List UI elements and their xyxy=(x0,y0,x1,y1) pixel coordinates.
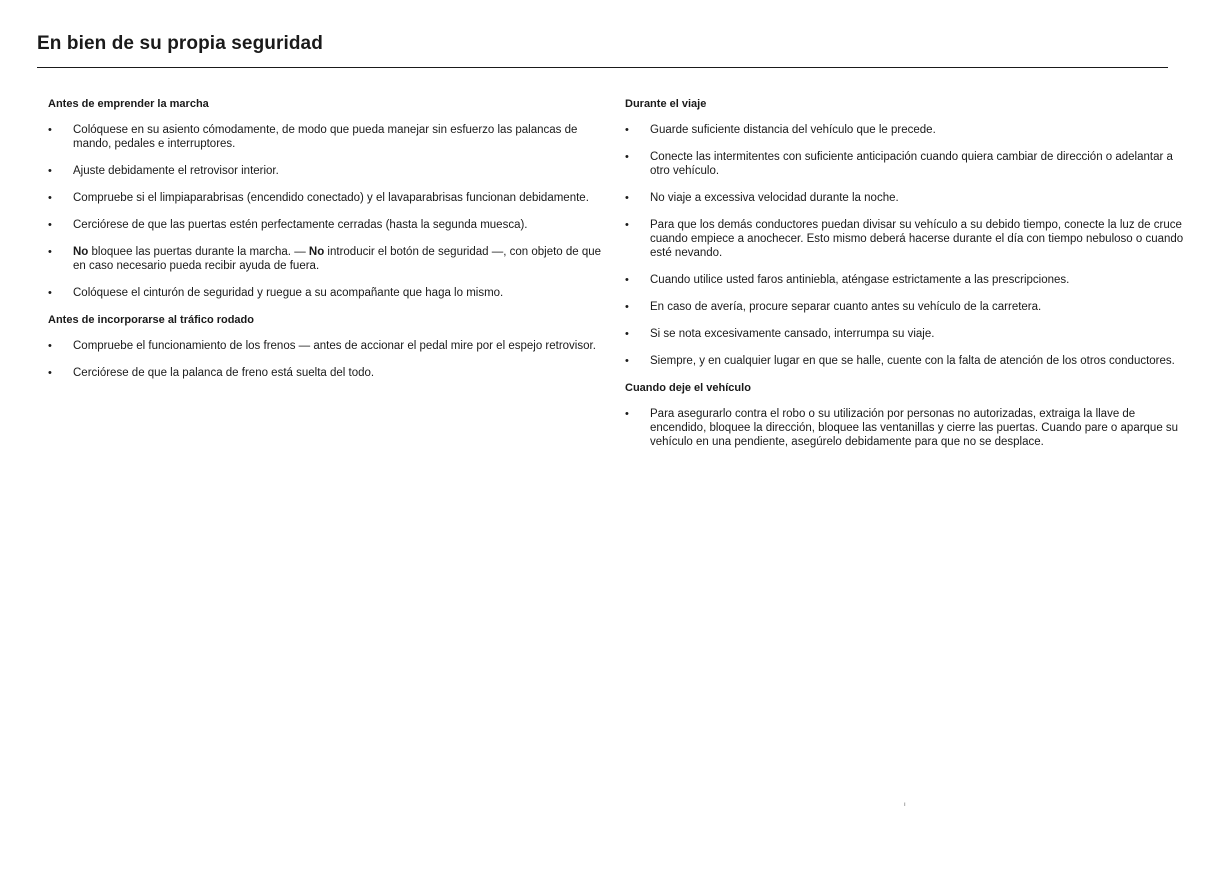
list-item-text: En caso de avería, procure separar cuanto antes su vehículo de la carretera. xyxy=(650,301,1042,313)
bullet-icon: • xyxy=(48,246,52,258)
bullet-icon: • xyxy=(48,367,52,379)
list-item xyxy=(625,327,1190,341)
list-item-text: Compruebe el funcionamiento de los frenos — antes de accionar el pedal mire por el espejo retrovisor. xyxy=(73,340,596,352)
list-item xyxy=(48,164,608,178)
list-item-text: Siempre, y en cualquier lugar en que se halle, cuente con la falta de atención de los otros conductores. xyxy=(650,355,1175,367)
list-item xyxy=(48,339,608,353)
bullet-icon: • xyxy=(625,151,629,163)
list-item xyxy=(48,218,608,232)
right-column xyxy=(625,97,1190,462)
left-column xyxy=(48,97,608,393)
page-title: En bien de su propia seguridad xyxy=(37,33,323,54)
list-item xyxy=(625,191,1190,205)
list-item xyxy=(48,245,608,273)
list-item-text: Si se nota excesivamente cansado, interrumpa su viaje. xyxy=(650,328,935,340)
section-heading-during-trip: Durante el viaje xyxy=(625,98,707,110)
bullet-icon: • xyxy=(48,124,52,136)
section-heading-leaving-vehicle: Cuando deje el vehículo xyxy=(625,382,751,394)
bullet-icon: • xyxy=(625,274,629,286)
bullet-icon: • xyxy=(625,192,629,204)
bullet-icon: • xyxy=(625,408,629,420)
list-item xyxy=(625,218,1190,260)
bullet-icon: • xyxy=(48,192,52,204)
list-item-text: Colóquese en su asiento cómodamente, de modo que pueda manejar sin esfuerzo las palancas de mando, pedales e interruptores. xyxy=(73,124,578,150)
list-item xyxy=(625,150,1190,178)
list-item xyxy=(625,407,1190,449)
bullet-icon: • xyxy=(625,124,629,136)
list-item-text: Cerciórese de que las puertas estén perfectamente cerradas (hasta la segunda muesca). xyxy=(73,219,528,231)
list-item xyxy=(48,366,608,380)
bullet-icon: • xyxy=(48,340,52,352)
bullet-icon: • xyxy=(48,165,52,177)
emphasis-no: No xyxy=(73,246,89,258)
bullet-icon: • xyxy=(625,328,629,340)
list-item-text: Cerciórese de que la palanca de freno está suelta del todo. xyxy=(73,367,375,379)
list-item-text: Colóquese el cinturón de seguridad y ruegue a su acompañante que haga lo mismo. xyxy=(73,287,504,299)
list-item xyxy=(625,354,1190,368)
list-item xyxy=(48,286,608,300)
list-item-text: Guarde suficiente distancia del vehículo que le precede. xyxy=(650,124,936,136)
list-item-text: Ajuste debidamente el retrovisor interior. xyxy=(73,165,279,177)
section-heading-before-traffic: Antes de incorporarse al tráfico rodado xyxy=(48,314,254,326)
list-item-text: Conecte las intermitentes con suficiente anticipación cuando quiera cambiar de dirección o adelantar a otro vehículo. xyxy=(650,151,1173,177)
bullet-icon: • xyxy=(625,301,629,313)
list-item xyxy=(625,273,1190,287)
text-fragment: introducir el botón de seguridad —, con objeto de que en caso necesario pueda recibir ayuda de fuera. xyxy=(73,246,602,272)
list-item-text: Para asegurarlo contra el robo o su utilización por personas no autorizadas, extraiga la llave de encendido, bloquee la dirección, bloquee las ventanillas y cierre las puertas. Cuando pare o aparque su vehículo en una pendiente, asegúrelo debidamente para que no se desplace. xyxy=(650,408,1179,448)
stray-mark: ı xyxy=(904,802,906,808)
list-item xyxy=(625,300,1190,314)
bullet-icon: • xyxy=(625,355,629,367)
list-item-text: Para que los demás conductores puedan divisar su vehículo a su debido tiempo, conecte la luz de cruce cuando empiece a anochecer. Esto mismo deberá hacerse durante el día con tiempo nebuloso o cuando esté nevando. xyxy=(650,219,1184,259)
emphasis-no: No xyxy=(308,246,325,258)
bullet-icon: • xyxy=(48,219,52,231)
text-fragment: bloquee las puertas durante la marcha. — xyxy=(88,246,309,258)
bullet-icon: • xyxy=(625,219,629,231)
title-divider xyxy=(37,67,1168,68)
list-item xyxy=(48,123,608,151)
list-item-text: Cuando utilice usted faros antiniebla, aténgase estrictamente a las prescripciones. xyxy=(650,274,1070,286)
list-item-text: Compruebe si el limpiaparabrisas (encendido conectado) y el lavaparabrisas funcionan debidamente. xyxy=(73,192,589,204)
list-item xyxy=(48,191,608,205)
section-heading-before-driving: Antes de emprender la marcha xyxy=(48,98,209,110)
list-item-text xyxy=(73,246,601,272)
bullet-icon: • xyxy=(48,287,52,299)
list-item-text: No viaje a excessiva velocidad durante la noche. xyxy=(650,192,899,204)
list-item xyxy=(625,123,1190,137)
